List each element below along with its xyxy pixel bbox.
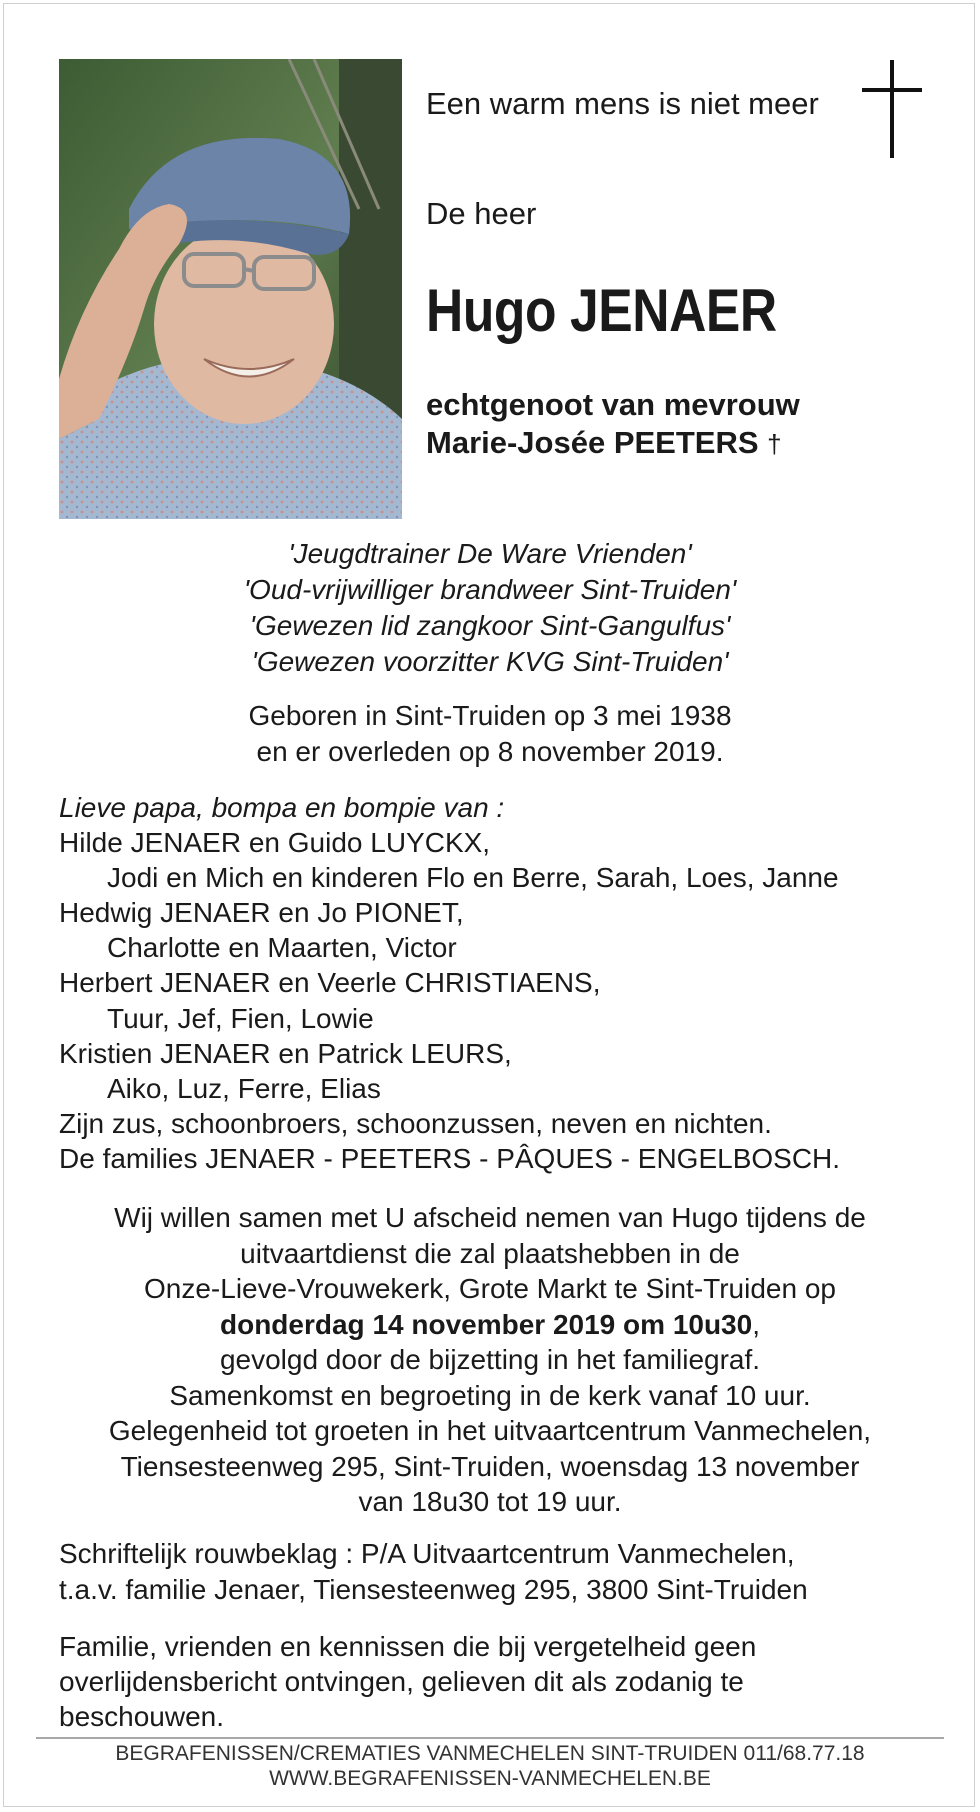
honorary-title: 'Jeugdtrainer De Ware Vrienden' [288,538,692,569]
family-line: Aiko, Luz, Ferre, Elias [107,1072,381,1104]
footer-contact: BEGRAFENISSEN/CREMATIES VANMECHELEN SINT-TRUIDEN 011/68.77.18 [115,1742,865,1765]
honorary-titles [0,536,980,680]
ceremony-info [0,1200,980,1520]
ceremony-line: Gelegenheid tot groeten in het uitvaartcentrum Vanmechelen, [108,1415,872,1446]
spouse-line-2 [426,424,800,463]
ceremony-line: Wij willen samen met U afscheid nemen van Hugo tijdens de [114,1202,866,1233]
intro-line: Een warm mens is niet meer [426,86,819,121]
honorary-title: 'Gewezen voorzitter KVG Sint-Truiden' [251,646,729,677]
condolence-line: t.a.v. familie Jenaer, Tiensesteenweg 295, 3800 Sint-Truiden [59,1574,808,1605]
family-line: Hilde JENAER en Guido LUYCKX, [59,827,491,859]
condolence-address [59,1536,808,1608]
spouse-name: Marie-Josée PEETERS [426,425,759,460]
family-heading: Lieve papa, bompa en bompie van : [59,792,505,823]
family-line: Tuur, Jef, Fien, Lowie [107,1002,374,1034]
ceremony-line: uitvaartdienst die zal plaatshebben in de [240,1237,740,1269]
birth-line: Geboren in Sint-Truiden op 3 mei 1938 [248,700,732,731]
ceremony-line: Samenkomst en begroeting in de kerk vanaf 10 uur. [169,1379,811,1411]
notice-line: beschouwen. [59,1701,225,1732]
funeral-home-footer [0,1741,980,1791]
portrait-photo [59,59,402,519]
deceased-name: Hugo JENAER [426,277,777,344]
family-line: De families JENAER - PEETERS - PÂQUES - ENGELBOSCH. [59,1142,841,1174]
honorific: De heer [426,196,537,231]
notice-line: overlijdensbericht ontvingen, gelieven dit als zodanig te [59,1666,744,1697]
honorary-title: 'Gewezen lid zangkoor Sint-Gangulfus' [249,610,731,641]
spouse-block [426,386,800,463]
family-line: Hedwig JENAER en Jo PIONET, [59,897,464,929]
ceremony-line: gevolgd door de bijzetting in het familiegraf. [219,1344,761,1375]
family-line: Kristien JENAER en Patrick LEURS, [59,1037,512,1069]
birth-death [0,698,980,770]
family-line: Zijn zus, schoonbroers, schoonzussen, neven en nichten. [59,1107,772,1139]
death-line: en er overleden op 8 november 2019. [256,736,724,767]
family-line: Herbert JENAER en Veerle CHRISTIAENS, [59,967,601,999]
family-line: Jodi en Mich en kinderen Flo en Berre, Sarah, Loes, Janne [107,862,839,894]
family-line: Charlotte en Maarten, Victor [107,932,457,964]
ceremony-date-line: donderdag 14 november 2019 om 10u30, [220,1308,760,1340]
condolence-line: Schriftelijk rouwbeklag : P/A Uitvaartcentrum Vanmechelen, [59,1538,795,1569]
cross-icon [862,60,922,165]
spouse-line-1: echtgenoot van mevrouw [426,387,800,422]
family-list [59,790,840,1176]
footer-website: WWW.BEGRAFENISSEN-VANMECHELEN.BE [269,1767,711,1790]
notice-text [59,1629,919,1734]
ceremony-line: Onze-Lieve-Vrouwekerk, Grote Markt te Sint-Truiden op [144,1273,836,1304]
footer-divider [36,1737,944,1739]
notice-line: Familie, vrienden en kennissen die bij vergetelheid geen [59,1631,757,1662]
dagger-icon: † [767,429,782,459]
ceremony-line: Tiensesteenweg 295, Sint-Truiden, woensdag 13 november [120,1450,860,1482]
ceremony-date: donderdag 14 november 2019 om 10u30 [220,1308,753,1340]
honorary-title: 'Oud-vrijwilliger brandweer Sint-Truiden' [243,574,737,605]
ceremony-line: van 18u30 tot 19 uur. [358,1486,622,1517]
